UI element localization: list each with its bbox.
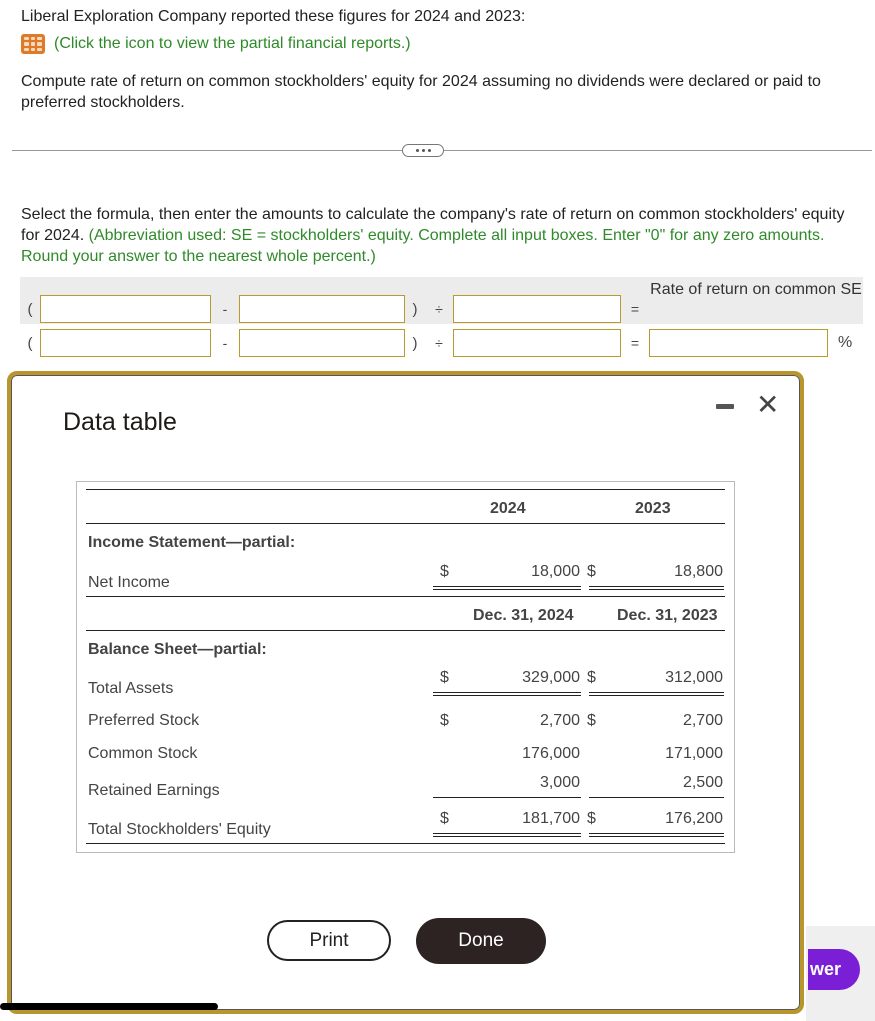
net-income-2024: 18,000 (531, 563, 580, 580)
single-underline (589, 797, 724, 798)
more-options-button[interactable] (402, 144, 444, 157)
double-underline (433, 833, 581, 837)
question-text: Compute rate of return on common stockholders' equity for 2024 assuming no dividends were declared or paid to preferred stockholders. (21, 73, 821, 111)
more-options-icon (416, 149, 419, 152)
double-underline (589, 692, 724, 696)
common-stock-label: Common Stock (88, 745, 198, 762)
total-se-2024: 181,700 (522, 810, 580, 827)
col-header-dec-2024: Dec. 31, 2024 (473, 607, 574, 624)
header-rule (86, 523, 725, 524)
minus-sign: - (222, 301, 228, 317)
equals-sign: = (630, 301, 640, 317)
instructions (21, 204, 861, 267)
instructions-main: Select the formula, then enter the amounts to calculate the company's rate of return on common stockholders' equity for 2024. (21, 206, 845, 244)
close-paren: ) (412, 300, 418, 318)
preferred-stock-2024: 2,700 (539, 712, 580, 729)
total-assets-2024: 329,000 (522, 669, 580, 686)
col-header-dec-2023: Dec. 31, 2023 (617, 607, 718, 624)
retained-earnings-2024: 3,000 (539, 774, 580, 791)
formula-row-1 (20, 294, 649, 324)
close-icon[interactable]: ✕ (756, 389, 780, 420)
formula-row1-input-3[interactable] (453, 295, 621, 323)
double-underline (433, 692, 581, 696)
formula-row1-input-1[interactable] (40, 295, 211, 323)
income-statement-header: Income Statement—partial: (88, 534, 296, 551)
rate-of-return-label: Rate of return on common SE (650, 281, 862, 298)
minimize-icon[interactable] (716, 404, 734, 409)
currency-symbol: $ (587, 712, 596, 729)
equals-sign: = (630, 335, 640, 351)
rate-of-return-input[interactable] (649, 329, 828, 357)
table-bottom-rule (86, 843, 725, 844)
minus-sign: - (222, 335, 228, 351)
horizontal-scrollbar[interactable] (0, 1003, 218, 1010)
modal-title: Data table (63, 408, 177, 436)
retained-earnings-label: Retained Earnings (88, 782, 220, 799)
table-top-rule (86, 489, 725, 490)
currency-symbol: $ (587, 669, 596, 686)
col-header-2024: 2024 (490, 500, 526, 517)
open-paren: ( (27, 334, 33, 352)
col-header-2023: 2023 (635, 500, 671, 517)
double-underline (433, 586, 581, 590)
divide-sign: ÷ (435, 301, 443, 317)
currency-symbol: $ (440, 563, 449, 580)
currency-symbol: $ (587, 563, 596, 580)
print-button[interactable]: Print (267, 920, 391, 961)
divide-sign: ÷ (435, 335, 443, 351)
total-assets-label: Total Assets (88, 680, 174, 697)
close-paren: ) (412, 334, 418, 352)
percent-sign: % (838, 334, 853, 351)
retained-earnings-2023: 2,500 (682, 774, 723, 791)
currency-symbol: $ (440, 669, 449, 686)
done-button[interactable]: Done (416, 918, 546, 964)
open-paren: ( (27, 300, 33, 318)
row-rule (86, 630, 725, 631)
common-stock-2024: 176,000 (522, 745, 580, 762)
currency-symbol: $ (440, 712, 449, 729)
financial-reports-link[interactable] (21, 34, 411, 54)
common-stock-2023: 171,000 (665, 745, 723, 762)
currency-symbol: $ (440, 810, 449, 827)
balance-sheet-header: Balance Sheet—partial: (88, 641, 267, 658)
preferred-stock-2023: 2,700 (682, 712, 723, 729)
net-income-2023: 18,800 (674, 563, 723, 580)
total-se-2023: 176,200 (665, 810, 723, 827)
formula-row2-input-2[interactable] (239, 329, 405, 357)
problem-intro: Liberal Exploration Company reported these figures for 2024 and 2023: (21, 8, 526, 25)
single-underline (433, 797, 581, 798)
formula-row-2 (20, 328, 828, 358)
net-income-label: Net Income (88, 574, 170, 591)
currency-symbol: $ (587, 810, 596, 827)
double-underline (589, 833, 724, 837)
row-rule (86, 596, 725, 597)
check-answer-button[interactable]: wer (808, 949, 860, 990)
formula-row1-input-2[interactable] (239, 295, 405, 323)
preferred-stock-label: Preferred Stock (88, 712, 200, 729)
instructions-note: (Abbreviation used: SE = stockholders' equity. Complete all input boxes. Enter "0" for any zero amounts. Round your answer to the nearest whole percent.) (21, 227, 825, 265)
total-assets-2023: 312,000 (665, 669, 723, 686)
double-underline (589, 586, 724, 590)
formula-row2-input-3[interactable] (453, 329, 621, 357)
total-se-label: Total Stockholders' Equity (88, 821, 271, 838)
financial-reports-link-text[interactable]: (Click the icon to view the partial financial reports.) (54, 35, 411, 52)
formula-row2-input-1[interactable] (40, 329, 211, 357)
table-grid-icon[interactable] (21, 34, 45, 54)
